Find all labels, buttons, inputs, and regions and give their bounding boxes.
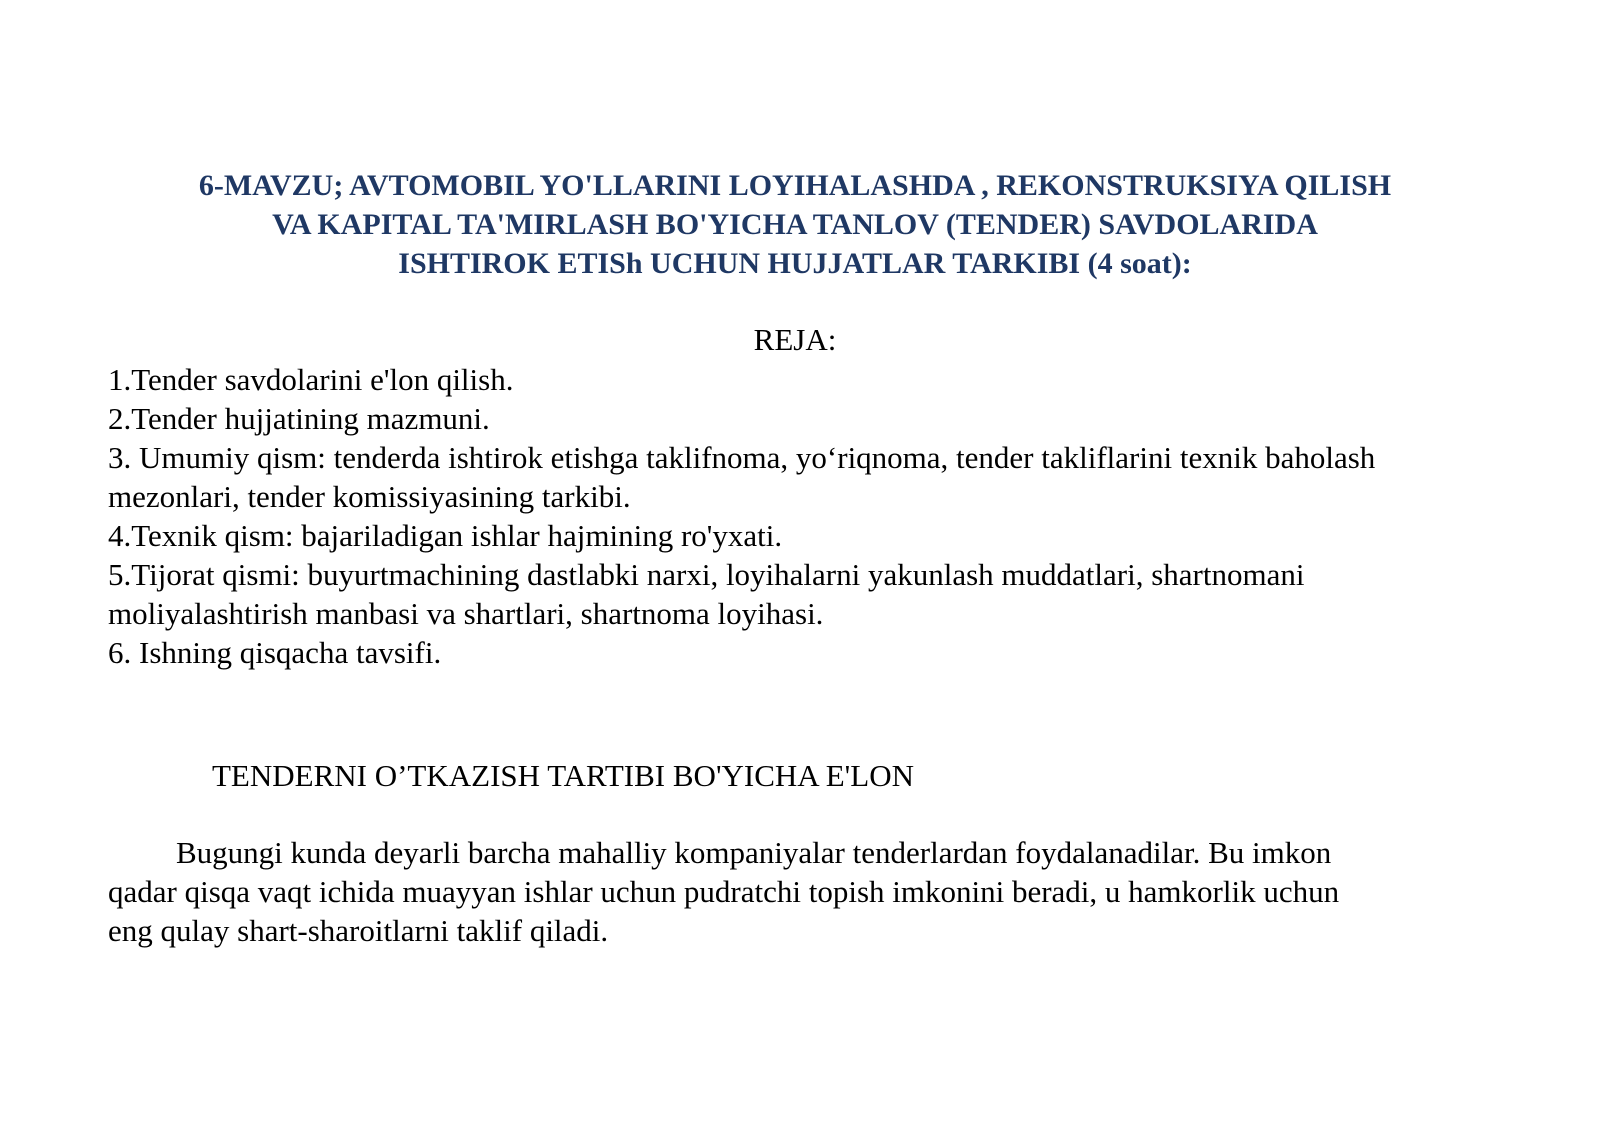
title-line-2: VA KAPITAL TA'MIRLASH BO'YICHA TANLOV (TENDER) SAVDOLARIDA <box>272 208 1318 241</box>
plan-heading: REJA: <box>753 322 837 357</box>
paragraph-line-2: qadar qisqa vaqt ichida muayyan ishlar uchun pudratchi topish imkonini beradi, u hamkorlik uchun <box>108 874 1340 909</box>
plan-item-5: 5.Tijorat qismi: buyurtmachining dastlabki narxi, loyihalarni yakunlash muddatlari, shartnomani moliyalashtirish manbasi va shartlari, shartnoma loyihasi. <box>108 557 1305 631</box>
paragraph-line-1: Bugungi kunda deyarli barcha mahalliy kompaniyalar tenderlardan foydalanadilar. Bu imkon <box>176 835 1332 870</box>
plan-item-3: 3. Umumiy qism: tenderda ishtirok etishga taklifnoma, yo‘riqnoma, tender takliflarini texnik baholash mezonlari, tender komissiyasining tarkibi. <box>108 440 1376 514</box>
plan-item-2: 2.Tender hujjatining mazmuni. <box>108 401 490 436</box>
document-title <box>100 166 1490 283</box>
plan-list <box>108 360 1498 672</box>
title-line-3: ISHTIROK ETISh UCHUN HUJJATLAR TARKIBI (4 soat): <box>398 247 1192 280</box>
plan-item-4: 4.Texnik qism: bajariladigan ishlar hajmining ro'yxati. <box>108 518 783 553</box>
plan-item-6: 6. Ishning qisqacha tavsifi. <box>108 635 442 670</box>
plan-item-1: 1.Tender savdolarini e'lon qilish. <box>108 362 514 397</box>
body-paragraph <box>108 833 1498 950</box>
paragraph-line-3: eng qulay shart-sharoitlarni taklif qiladi. <box>108 913 609 948</box>
title-line-1: 6-MAVZU; AVTOMOBIL YO'LLARINI LOYIHALASHDA , REKONSTRUKSIYA QILISH <box>198 169 1392 202</box>
section-heading: TENDERNI O’TKAZISH TARTIBI BO'YICHA E'LON <box>212 758 914 793</box>
